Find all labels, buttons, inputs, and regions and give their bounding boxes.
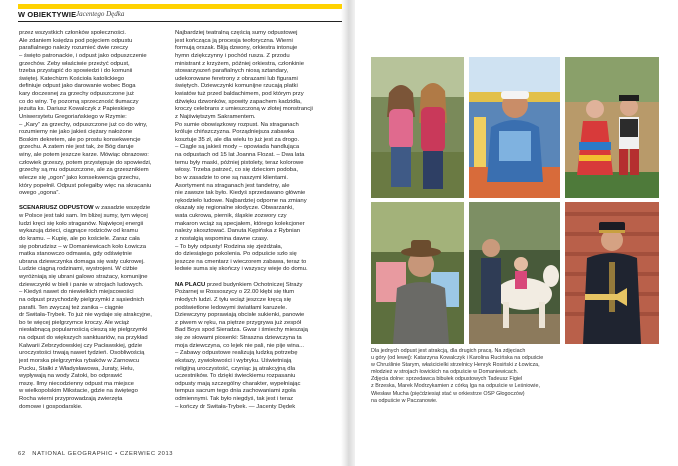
text-line: grzechów. Żeby właściwie przeżyć odpust, <box>19 60 130 67</box>
text-line: mszę. Ilmy niecodzienny odpust ma miejsce <box>19 380 134 387</box>
text-line: odpusty mają szczególny charakter, wypełniając <box>175 380 301 387</box>
text-line: dźwięku dzwonków, spowity zapachem kadzidła, <box>175 98 302 105</box>
text-line: tempus sacrum tego dnia zachowaniami zgoła <box>175 388 296 395</box>
photo-folk-costume-youth <box>565 57 659 198</box>
text-line: jest kończąca ją procesja teoforyczna. Wierni <box>175 37 293 44</box>
text-line: – „Kary” za grzechy, odpuszczone już co do winy, <box>19 121 148 128</box>
text-line: uczestników. To dzięki świeckiemu rozpasaniu <box>175 373 296 380</box>
text-line <box>175 274 323 282</box>
text-line: nie zawsze tak było. Kiedyś sprzedawano głównie <box>175 190 306 197</box>
text-line: kosztuje 35 zł, ale dla wielu to już jest za drogo. <box>175 136 300 143</box>
text-line: należy skosztować. Danuta Kępińska z Rybnian <box>175 228 301 235</box>
caption-line: młodzież w strojach łowickich na odpuście w Domaniewicach. <box>371 369 519 376</box>
text-line: do dziesiątego pokolenia. Po odpuście szło się <box>175 251 297 258</box>
text-line: stowarzyszeń parafialnych niosą sztandary, <box>175 68 289 75</box>
text-line: jest morska pielgrzymka rybaków w Żarnowcu <box>19 357 140 364</box>
text-line: wata cukrowa, piernik, śląskie zozwory czy <box>175 213 287 219</box>
text-line: okazały się regionalne słodycze. Obwarzanki, <box>175 205 294 212</box>
text-line: się ze słowami piosenki: Straszna dziewczyna ta <box>175 335 302 341</box>
text-line: Rocha wierni przyprowadzają zwierzęta <box>19 396 123 402</box>
text-line: na odpust do większych sanktuariów, na przykład <box>19 335 148 341</box>
caption-line: na odpuście w Paczanowie. <box>371 397 438 404</box>
photo-caption <box>371 348 661 405</box>
text-line: dr Świtała-Trybek. To już nie wydaje się atrakcyjne, <box>19 312 152 319</box>
text-line: przez wszystkich członków społeczności. <box>19 30 127 36</box>
page-number: 62 <box>18 451 26 457</box>
text-line: świętych. Dziewczynki komunijne rzucają płatki <box>175 83 298 90</box>
text-line: – To były odpusty! Rodzina się zjeżdżała, <box>175 243 283 250</box>
text-line: włosy. Trzeba patrzeć, co się dzieciom podoba, <box>175 167 298 174</box>
text-line: domowe i gospodarskie. <box>19 403 83 410</box>
text-line: Pucku, Stałki z Władysławowa, Juraty, Helu, <box>19 365 135 372</box>
header-rule <box>18 21 342 22</box>
text-line: – kończy dr Świtała-Trybek. — Jacenty Dędek <box>175 403 296 410</box>
text-line: do kramu. – Kupię, ale po kościele. Zaraz cała <box>19 235 140 242</box>
text-line: z piwem w ręku, na piętrze przygrywa już zespół <box>175 319 302 326</box>
photo-man-shooting-gallery <box>469 57 560 198</box>
text-line: hymn dziękczynny i pochód rusza. Z przodu <box>175 52 290 59</box>
text-line: się pobrudzisz – w Domaniewicach koło Łowicza <box>19 243 147 250</box>
text-line: rozumiemy nie jako jakieś ciężary nałożone <box>19 129 133 136</box>
text-line: jezuita ks. Dariusz Kowalczyk z Papieskiego <box>19 106 135 113</box>
text-line: człowiek grzeszy, potem przystępuje do spowiedzi, <box>19 159 152 166</box>
text-line: odmiennymi. Tak było niegdyś, tak jest i teraz <box>175 396 294 402</box>
text-line: niesłabnącą popularnością cieszą się pielgrzymki <box>19 327 148 334</box>
text-line: bo te więcej pielgrzymce kroczy. Ale wciąż <box>19 319 130 326</box>
text-line: – Zabawy odpustowe realizują ludzką potrzebę <box>175 350 298 357</box>
text-line: który popełnił. Odpust polegałby więc na skracaniu <box>19 182 152 189</box>
issue-date: CZERWIEC 2013 <box>120 451 174 457</box>
text-line: formują orszak. Bliją dzwony, orkiestra intonuje <box>175 45 298 52</box>
text-line: ekstazy, zywiołowości i wybryku. Uświetniają <box>175 357 292 364</box>
text-line <box>19 198 167 206</box>
text-line: Po sumie obowiązkowy rozpust. Na straganach <box>175 121 299 128</box>
text-line: parafii. Ten zwyczaj też zanika – ciągnie <box>19 304 124 311</box>
text-line: grzechy są mu odpuszczone, ale za grzesznikiem <box>19 167 149 174</box>
photo-fireman-trumpet <box>565 202 659 344</box>
text-line: ubrana dziewczynka domaga się waty cukrowej. <box>19 258 145 265</box>
text-line: kroczy celebrans z umieszczoną w złotej monstrancji <box>175 106 313 113</box>
article-column-right <box>175 30 323 411</box>
text-line: Dziewczyny poprawiają obcisłe sukienki, panowie <box>175 312 305 319</box>
text-line: Pożarnej w Rossoszycy o 22.00 kłębi się tłum <box>175 289 295 296</box>
text-line: kwiatów tuż przed baldachimem, pod którym przy <box>175 91 304 97</box>
caption-line: w Chruślinie Starym, właścicielki strzelnicy Henryk Rosiński z Łowicza, <box>371 362 540 369</box>
text-line: moja dziewczyna, co lejek nie pali, nie pije wina... <box>175 342 305 349</box>
text-line: wykazują dzieci, ciągnące rodziców od kramu <box>19 228 138 235</box>
text-line: parafialnego należy rozumieć dwie rzeczy <box>19 45 129 52</box>
text-line: temu były maski, później pistolety, teraz kolorowe <box>175 159 304 166</box>
text-line: z Najświętszym Sakramentem. <box>175 113 256 120</box>
text-line: wlecze się „ogon” jako konsekwencja grzechu, <box>19 174 141 181</box>
text-line: uroczystości trwają nawet tydzień. Osobliwością <box>19 350 145 357</box>
text-line: – Ciągle są jakieś mody – opowiada handlująca <box>175 144 300 151</box>
text-line: religijną uroczystość, czyniąc ją atrakcyjną dla <box>175 365 296 372</box>
text-line: Boskim dekretem, ale po prostu konsekwencje <box>19 136 141 143</box>
text-line: udekorowane feretrony z obrazami lub figurami <box>175 75 298 82</box>
text-line: winy, ale potem jeszcze karze. Mówiąc obrazowo: <box>19 152 149 158</box>
text-line: w Polsce jest taki sam. Im bliżej sumy, tym więcej <box>19 213 148 219</box>
text-line: matka stanowczo odmawia, gdy odświętnie <box>19 251 132 258</box>
text-line: dziewczynki w bieli i panie w strojach ludowych. <box>19 281 144 288</box>
author-byline: Jacentego Dędka <box>76 10 125 18</box>
text-line: definiuje odpust jako darowanie wobec Boga <box>19 83 136 90</box>
text-line: grzechu. A zatem nie jest tak, że Bóg daruje <box>19 144 134 151</box>
text-line: rękodzieło ludowe. Najbardziej odporne na zmiany <box>175 197 307 204</box>
text-line: Ludzie ciągną rodzinami, wystrojeni. W ciżbie <box>19 266 138 273</box>
text-line: Najbardziej teatralną częścią sumy odpustowej <box>175 30 298 36</box>
photo-father-daughter-pony <box>469 202 560 344</box>
caption-line: Dla jednych odpust jest atrakcją, dla drugich pracą. Na zdjęciach <box>371 348 526 354</box>
text-line: Bad Boys spod Sieradza. Gwar i śmiechy mieszają <box>175 327 308 334</box>
text-line: króluje chińszczyzna. Porządniejsza zabawka <box>175 129 295 136</box>
text-line: podświetlone ledowymi światłami karuzele. <box>175 304 287 311</box>
page-gutter <box>341 0 355 466</box>
text-line: świętej. Katechizm Kościoła katolickiego <box>19 75 125 82</box>
magazine-name: NATIONAL GEOGRAPHIC <box>32 451 113 457</box>
text-line: Ale zdaniem księdza pod pojęciem odpustu <box>19 37 133 44</box>
page-footer: 62 NATIONAL GEOGRAPHIC • CZERWIEC 2013 <box>18 451 174 457</box>
text-line: trzeba przystąpić do spowiedzi i do komunii <box>19 68 133 75</box>
section-title: W OBIEKTYWIE <box>18 10 77 19</box>
text-line: – Kiedyś nawet do niewielkich miejscowości <box>19 289 134 296</box>
text-line: wypływają na wody Zatoki, bo odprawić <box>19 373 123 380</box>
text-line: na odpust przychodziły pielgrzymki z sąsiednich <box>19 296 145 303</box>
text-line: ledwie suma się skończy i wszyscy wieje do domu. <box>175 266 308 273</box>
text-line: na odpustach od 15 lat Joanna Flozat. – Dwa lata <box>175 152 305 158</box>
caption-line: z Brzeska, Marek Modrzykamien z córką Iga na odpuście w Leśniowie, <box>371 383 540 390</box>
text-line: młodych ludzi. Z tyłu wciąż jeszcze kręcą się <box>175 296 292 303</box>
photo-two-girls <box>371 57 464 198</box>
text-line: w wielkopolskim Mikstacie, gdzie na świętego <box>19 388 138 395</box>
article-column-left <box>19 30 167 411</box>
text-line: SCENARIUSZ ODPUSTÓW w zasadzie wszędzie <box>19 205 151 212</box>
text-line: z nostalgią wspomina dawne czasy. <box>175 235 269 242</box>
header-accent-bar <box>18 4 342 9</box>
text-line: Kalwarii Zebrzydowskiej czy Pacławskiej, gdzie <box>19 342 143 349</box>
caption-line: Wiesław Mucha (pięćdziesiąt stać w orkiestrze OSP Głogoczów) <box>371 390 525 397</box>
text-line: bo w zasadzie to one są naszymi klientami. <box>175 174 288 181</box>
caption-line: u góry (od lewej): Katarzyna Kowalczyk i Karolina Rucińska na odpuście <box>371 355 544 362</box>
text-line: kary doczesnej za grzechy odpuszczone już <box>19 91 134 97</box>
text-line: Uniwersytetu Gregoriańskiego w Rzymie: <box>19 113 127 120</box>
photo-vendor-tadeusz-figiel <box>371 202 464 344</box>
text-line: NA PLACU przed budynkiem Ochotniczej Straży <box>175 281 303 288</box>
text-line: Asortyment na straganach jest tandetny, ale <box>175 182 290 189</box>
text-line: – święto patronackie, i odpust jako odpuszczenie <box>19 52 147 59</box>
text-line: makaron wciąż są specjałem, którego kolekcjoner <box>175 220 305 227</box>
text-line: owego „ogona”. <box>19 190 60 197</box>
text-line: ludzi kręci się koło straganów. Najwięcej energii <box>19 220 144 227</box>
caption-line: Zdjęcia dolne: sprzedawca bibułek odpustowych Tadeusz Figiel <box>371 376 523 383</box>
text-line: co do winy. Tę pozorną sprzeczność tłumaczy <box>19 98 139 105</box>
text-line: jeszcze na cmentarz i wieczorem zabawa, teraz to <box>175 258 307 265</box>
text-line: wyróżniają się ubrani galowo strażacy, komunijne <box>19 274 148 280</box>
text-line: ministrant z krzyżem, później orkiestra, członkinie <box>175 60 304 67</box>
